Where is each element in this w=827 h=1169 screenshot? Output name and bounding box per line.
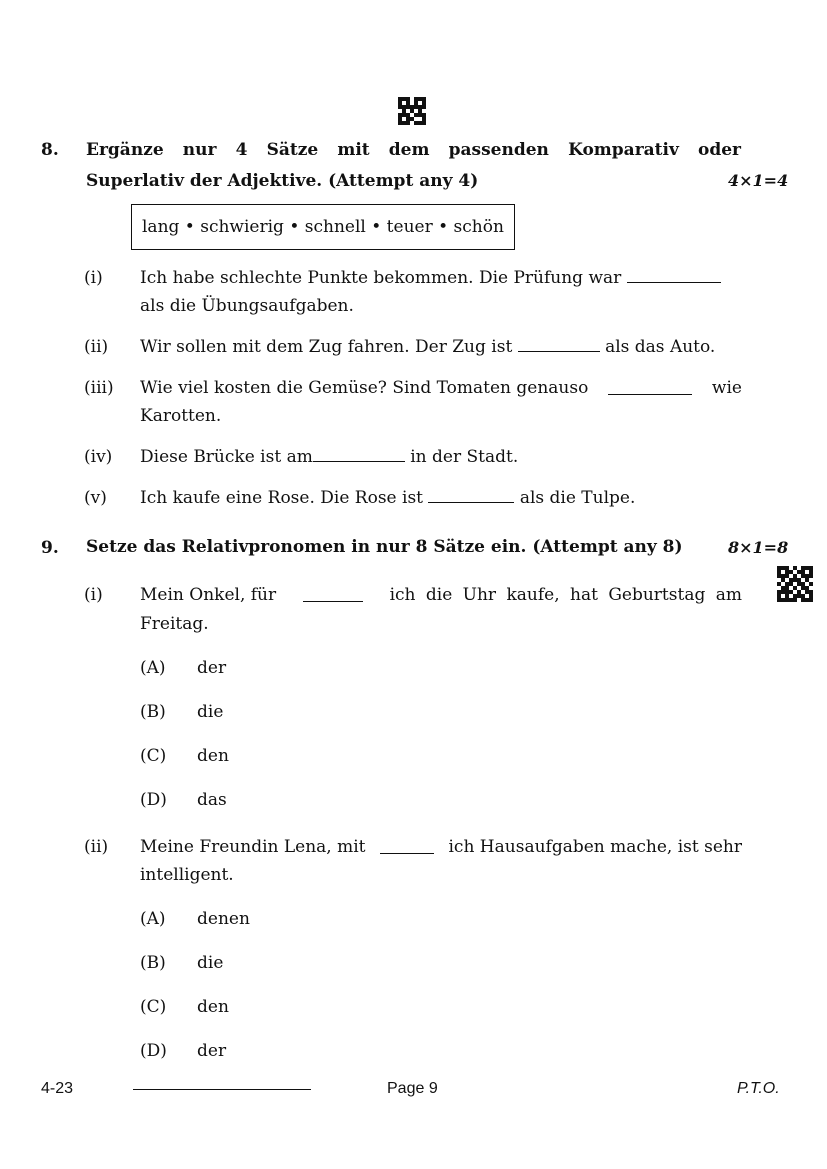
qr-code-top [398, 97, 426, 125]
q9-item-i-after: ich die Uhr kaufe, hat Geburtstag am [389, 585, 742, 605]
q8-item-i-blank [627, 268, 721, 283]
q8-item-v-before: Ich kaufe eine Rose. Die Rose ist [140, 488, 424, 508]
q8-item-iii-after: wie [711, 378, 742, 398]
q9-i-option-a-text[interactable]: der [197, 658, 227, 678]
footer-page-number: Page 9 [387, 1080, 438, 1097]
q8-item-iii-before: Wie viel kosten die Gemüse? Sind Tomaten genauso [140, 378, 589, 398]
q9-item-ii-blank [380, 839, 434, 854]
question-8-number: 8. [41, 140, 59, 160]
q9-ii-option-c-letter: (C) [140, 997, 167, 1017]
q8-item-ii-blank [518, 337, 600, 352]
q8-item-ii-text [140, 333, 715, 361]
footer-rule [133, 1089, 311, 1090]
q9-item-i-number: (i) [84, 585, 103, 605]
q9-ii-option-d-letter: (D) [140, 1041, 167, 1061]
q9-item-ii-number: (ii) [84, 837, 109, 857]
question-8-text-line2: Superlativ der Adjektive. (Attempt any 4) [86, 171, 479, 191]
q8-item-iii-blank [608, 380, 692, 395]
adjective-word-box: lang • schwierig • schnell • teuer • schön [131, 204, 515, 250]
question-8-text-line1: Ergänze nur 4 Sätze mit dem passenden Komparativ oder [86, 140, 741, 160]
q8-item-i-cont: als die Übungsaufgaben. [140, 296, 354, 316]
q9-i-option-b-text[interactable]: die [197, 702, 224, 722]
q8-item-iv-after: in der Stadt. [410, 447, 519, 467]
q8-item-v-text [140, 484, 635, 512]
q8-item-iv-blank [313, 447, 405, 462]
q9-i-option-c-text[interactable]: den [197, 746, 229, 766]
q8-item-v-blank [428, 488, 514, 503]
question-8-marks: 4×1=4 [728, 171, 789, 190]
question-9-marks: 8×1=8 [728, 538, 789, 557]
q9-item-ii-cont: intelligent. [140, 865, 234, 885]
footer-code: 4-23 [41, 1080, 74, 1097]
q9-item-i-before: Mein Onkel, für [140, 585, 277, 605]
q9-i-option-b-letter: (B) [140, 702, 166, 722]
q9-ii-option-a-letter: (A) [140, 909, 166, 929]
q9-item-i-blank [303, 587, 363, 602]
qr-code-side [777, 566, 813, 602]
q9-i-option-a-letter: (A) [140, 658, 166, 678]
q8-item-iii-cont: Karotten. [140, 406, 222, 426]
q9-item-ii-before: Meine Freundin Lena, mit [140, 837, 366, 857]
q9-ii-option-a-text[interactable]: denen [197, 909, 250, 929]
q9-ii-option-d-text[interactable]: der [197, 1041, 227, 1061]
question-9-text: Setze das Relativpronomen in nur 8 Sätze ein. (Attempt any 8) [86, 537, 683, 557]
q8-item-iv-text [140, 443, 518, 471]
q9-i-option-c-letter: (C) [140, 746, 167, 766]
q9-ii-option-b-text[interactable]: die [197, 953, 224, 973]
q9-i-option-d-text[interactable]: das [197, 790, 227, 810]
q9-item-ii-text [140, 833, 742, 861]
q8-item-i-before: Ich habe schlechte Punkte bekommen. Die Prüfung war [140, 268, 622, 288]
q9-ii-option-b-letter: (B) [140, 953, 166, 973]
q8-item-ii-before: Wir sollen mit dem Zug fahren. Der Zug ist [140, 337, 513, 357]
footer-pto: P.T.O. [737, 1080, 780, 1097]
q9-i-option-d-letter: (D) [140, 790, 167, 810]
q8-item-iii-text [140, 374, 742, 402]
q8-item-i-text [140, 264, 742, 292]
q8-item-i-number: (i) [84, 268, 103, 288]
q9-item-ii-after: ich Hausaufgaben mache, ist sehr [448, 837, 742, 857]
q9-item-i-text [140, 581, 742, 609]
q8-item-v-after: als die Tulpe. [519, 488, 636, 508]
q8-item-ii-number: (ii) [84, 337, 109, 357]
q8-item-iii-number: (iii) [84, 378, 114, 398]
q8-item-ii-after: als das Auto. [605, 337, 716, 357]
question-9-number: 9. [41, 538, 59, 558]
q8-item-iv-before: Diese Brücke ist am [140, 447, 313, 467]
q9-item-i-cont: Freitag. [140, 614, 209, 634]
q8-item-v-number: (v) [84, 488, 107, 508]
q9-ii-option-c-text[interactable]: den [197, 997, 229, 1017]
q8-item-iv-number: (iv) [84, 447, 113, 467]
